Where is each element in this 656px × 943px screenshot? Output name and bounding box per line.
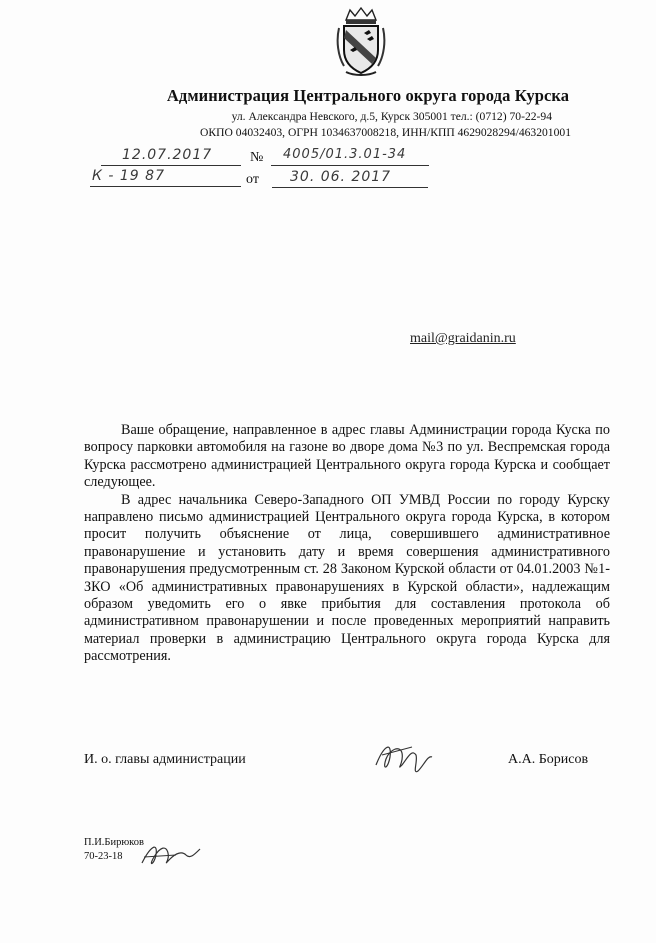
incoming-date-underline [272,187,428,188]
outgoing-number-underline [271,165,429,166]
signatory-name: А.А. Борисов [508,752,589,767]
recipient-email[interactable]: mail@graidanin.ru [410,331,516,346]
letter-body [84,422,610,666]
executor-phone: 70-23-18 [84,851,123,862]
body-paragraph-2: В адрес начальника Северо-Западного ОП УМВД России по городу Курску направлено письмо администрацией Центрального округа города Курска, в котором просит получить объяснение от лица, совершившего административное правонарушение и установить дату и время совершения административного правонарушения предусмотренным ст. 28 Законом Курской области от 04.01.2003 №1-ЗКО «Об административных правонарушениях в Курской области», надлежащим образом уведомить его о явке прибытия для составления протокола об административном правонарушении и после проведенных мероприятий направить материал проверки в администрацию Центрального округа города Курска для рассмотрения. [84,491,610,665]
body-paragraph-1: Ваше обращение, направленное в адрес главы Администрации города Куска по вопросу парковки автомобиля на газоне во дворе дома №3 по ул. Веспремская города Курска рассмотрено администрацией Центрального округа города Курска и сообщает следующее. [84,422,610,491]
outgoing-number: 4005/01.3.01-34 [283,147,407,162]
outgoing-date-underline [101,165,241,166]
organization-codes: ОКПО 04032403, ОГРН 1034637008218, ИНН/КПП 4629028294/463201001 [200,126,571,139]
signatory-role: И. о. главы администрации [84,752,246,767]
organization-address: ул. Александра Невского, д.5, Курск 305001 тел.: (0712) 70-22-94 [231,110,552,123]
incoming-reference: К - 19 87 [92,168,165,184]
coat-of-arms-emblem [336,6,386,78]
number-label: № [250,150,264,165]
handwritten-signature [372,735,442,780]
incoming-date: 30. 06. 2017 [290,169,392,185]
executor-signature [136,833,206,873]
organization-title: Администрация Центрального округа города Курска [166,86,570,105]
incoming-reference-underline [90,186,241,187]
executor-name: П.И.Бирюков [84,837,144,848]
outgoing-date: 12.07.2017 [122,147,213,163]
from-label: от [246,172,259,187]
